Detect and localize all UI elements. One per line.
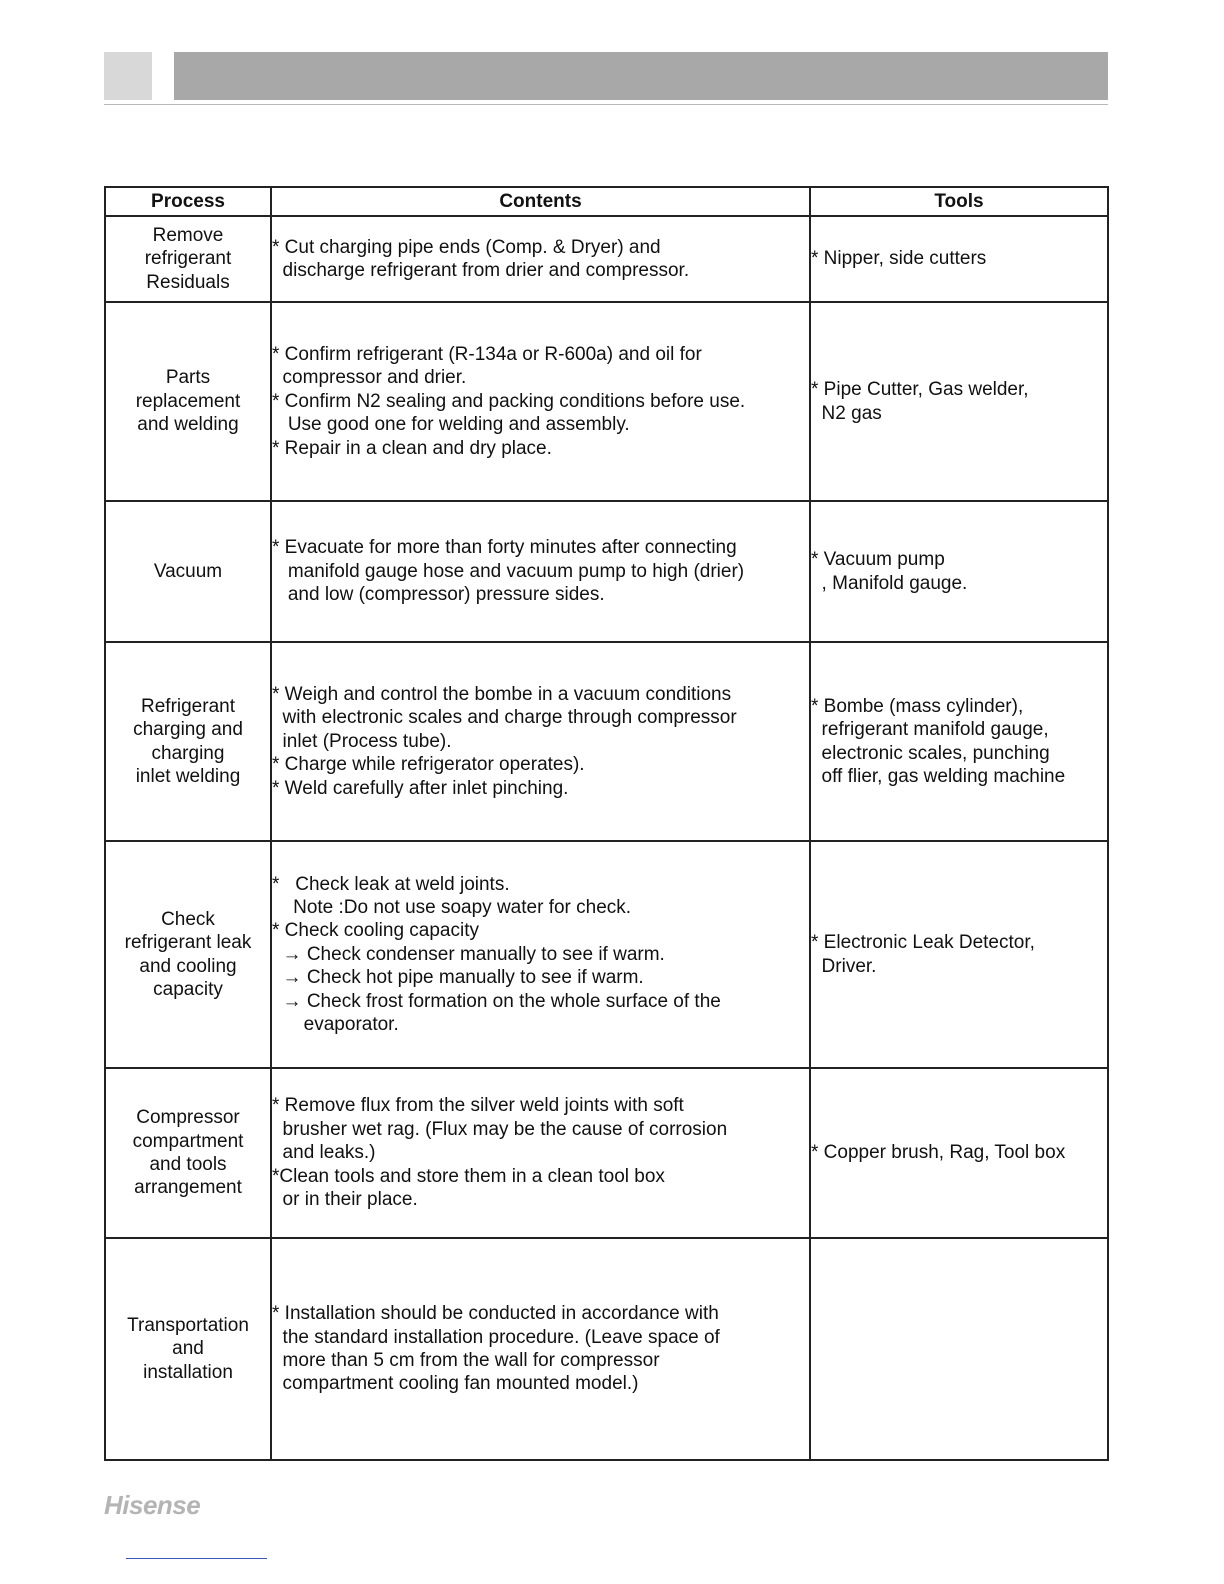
contents-line: → Check hot pipe manually to see if warm. [272,967,644,989]
contents-line: discharge refrigerant from drier and compressor. [272,260,690,281]
process-cell [105,302,271,501]
column-header-contents: Contents [271,187,810,216]
process-cell [105,841,271,1068]
process-line: Transportation [127,1314,249,1336]
contents-line: with electronic scales and charge through compressor [272,707,737,729]
contents-line: *Clean tools and store them in a clean tool box [272,1165,665,1187]
table-row [105,302,1108,501]
process-line: Check [161,908,215,930]
contents-line: * Confirm refrigerant (R-134a or R-600a) and oil for [272,343,702,365]
contents-line: more than 5 cm from the wall for compressor [272,1350,660,1371]
process-line: Residuals [146,271,230,293]
contents-line: * Check leak at weld joints. [272,873,510,895]
contents-cell [271,1068,810,1238]
process-line: and tools [149,1154,227,1175]
process-line: Compressor [136,1107,240,1129]
process-cell [105,501,271,642]
process-table [104,186,1109,1461]
contents-line: → Check condenser manually to see if warm. [272,943,665,965]
tools-cell [810,841,1108,1068]
column-header-process: Process [105,187,271,216]
table-row [105,1238,1108,1460]
tools-line: N2 gas [811,402,882,424]
contents-line: * Evacuate for more than forty minutes after connecting [272,537,737,559]
process-line: and welding [137,414,239,436]
process-cell [105,216,271,302]
process-line: installation [143,1361,233,1383]
process-line: inlet welding [135,765,241,787]
process-line: Vacuum [153,560,223,582]
process-line: replacement [135,390,241,412]
process-line: and [172,1338,204,1360]
contents-line: compartment cooling fan mounted model.) [272,1373,639,1395]
process-line: refrigerant [144,248,232,270]
table-row [105,1068,1108,1238]
contents-line: or in their place. [272,1189,418,1211]
process-line: Parts [165,367,211,389]
contents-line: * Remove flux from the silver weld joints with soft [272,1095,684,1117]
table-row [105,841,1108,1068]
process-line: and cooling [139,955,237,977]
tools-cell [810,302,1108,501]
contents-cell [271,302,810,501]
header-square [104,52,152,100]
table-row [105,216,1108,302]
contents-line: Use good one for welding and assembly. [272,414,630,436]
tools-line: Driver. [811,955,877,977]
column-header-tools: Tools [810,187,1108,216]
contents-cell [271,1238,810,1460]
tools-line: * Bombe (mass cylinder), [811,695,1024,717]
tools-line: * Vacuum pump [811,549,945,571]
contents-line: evaporator. [272,1014,399,1036]
tools-line: off flier, gas welding machine [811,765,1066,787]
contents-line: * Weigh and control the bombe in a vacuum conditions [272,683,732,705]
tools-cell [810,642,1108,841]
contents-line: the standard installation procedure. (Leave space of [272,1326,720,1348]
table-header-row [105,187,1108,216]
process-line: charging [151,742,225,764]
process-line: charging and [133,719,243,741]
tools-line: * Copper brush, Rag, Tool box [811,1142,1066,1164]
contents-line: manifold gauge hose and vacuum pump to high (drier) [272,560,745,582]
contents-line: and low (compressor) pressure sides. [272,584,605,606]
contents-line: * Repair in a clean and dry place. [272,437,552,459]
header-divider [104,104,1108,105]
contents-line: * Confirm N2 sealing and packing conditions before use. [272,390,746,412]
contents-line: compressor and drier. [272,367,467,389]
tools-line: * Nipper, side cutters [811,248,987,270]
process-line: arrangement [134,1177,242,1199]
contents-cell [271,642,810,841]
tools-cell [810,1068,1108,1238]
contents-line: * Check cooling capacity [272,920,479,942]
process-cell [105,1068,271,1238]
process-line: refrigerant leak [124,932,252,954]
process-line: Remove [152,224,224,246]
contents-line: brusher wet rag. (Flux may be the cause of corrosion [272,1118,728,1140]
contents-line: → Check frost formation on the whole surface of the [272,990,721,1012]
table-row [105,642,1108,841]
footer-link-underline [126,1558,267,1559]
tools-cell [810,501,1108,642]
contents-cell [271,841,810,1068]
process-cell [105,642,271,841]
contents-line: * Installation should be conducted in accordance with [272,1303,719,1325]
contents-line: * Weld carefully after inlet pinching. [272,777,569,799]
contents-cell [271,501,810,642]
process-line: capacity [153,978,223,1000]
header-bar [174,52,1108,100]
tools-line: * Pipe Cutter, Gas welder, [811,379,1029,401]
tools-line: , Manifold gauge. [811,572,968,594]
contents-line: inlet (Process tube). [272,730,452,752]
tools-line: refrigerant manifold gauge, [811,719,1049,741]
tools-line: electronic scales, punching [811,742,1050,764]
tools-line: * Electronic Leak Detector, [811,932,1035,954]
process-cell [105,1238,271,1460]
contents-line: and leaks.) [272,1142,376,1164]
hisense-logo: Hisense [104,1490,201,1520]
process-line: compartment [132,1130,244,1152]
table-row [105,501,1108,642]
process-line: Refrigerant [141,695,235,717]
contents-line: * Cut charging pipe ends (Comp. & Dryer) and [272,236,661,258]
contents-line: * Charge while refrigerator operates). [272,754,585,776]
tools-cell [810,1238,1108,1460]
contents-cell [271,216,810,302]
contents-line: Note :Do not use soapy water for check. [272,896,632,918]
tools-cell [810,216,1108,302]
